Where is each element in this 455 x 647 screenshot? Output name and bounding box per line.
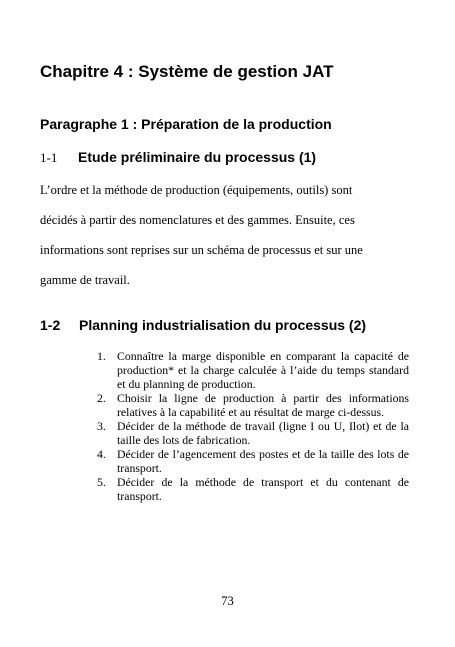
list-item-text: Décider de l’agencement des postes et de la taille des lots de transport. bbox=[117, 447, 409, 475]
list-item bbox=[97, 419, 409, 447]
section-2-heading bbox=[40, 317, 366, 333]
page-number: 73 bbox=[221, 594, 234, 608]
numbered-list bbox=[97, 349, 409, 503]
list-marker: 5. bbox=[97, 475, 106, 489]
list-item-text: Connaître la marge disponible en comparant la capacité de production* et la charge calculée à l’aide du temps standard et du planning de production. bbox=[117, 349, 409, 391]
list-item bbox=[97, 447, 409, 475]
list-item bbox=[97, 391, 409, 419]
list-item bbox=[97, 475, 409, 503]
section-1-body-line: gamme de travail. bbox=[40, 273, 130, 287]
section-1-heading bbox=[40, 149, 316, 167]
section-1-body-line: L’ordre et la méthode de production (équipements, outils) sont bbox=[40, 183, 353, 197]
paragraph-title: Paragraphe 1 : Préparation de la production bbox=[40, 116, 332, 132]
list-item-text: Choisir la ligne de production à partir des informations relatives à la capabilité et au résultat de marge ci-dessus. bbox=[117, 391, 409, 419]
section-1-title: Etude préliminaire du processus (1) bbox=[78, 149, 317, 165]
section-1-body-line: décidés à partir des nomenclatures et des gammes. Ensuite, ces bbox=[40, 213, 355, 227]
list-marker: 3. bbox=[97, 419, 106, 433]
list-item bbox=[97, 349, 409, 391]
list-marker: 2. bbox=[97, 391, 106, 405]
list-marker: 4. bbox=[97, 447, 106, 461]
section-1-body-line: informations sont reprises sur un schéma de processus et sur une bbox=[40, 243, 363, 257]
chapter-title: Chapitre 4 : Système de gestion JAT bbox=[40, 62, 334, 81]
section-2-title: Planning industrialisation du processus (2) bbox=[79, 317, 367, 333]
list-item-text: Décider de la méthode de travail (ligne I ou U, Ilot) et de la taille des lots de fabrication. bbox=[117, 419, 409, 447]
list-item-text: Décider de la méthode de transport et du contenant de transport. bbox=[117, 475, 409, 503]
section-1-number: 1-1 bbox=[40, 150, 58, 165]
section-2-number: 1-2 bbox=[40, 317, 61, 333]
list-marker: 1. bbox=[97, 349, 106, 363]
